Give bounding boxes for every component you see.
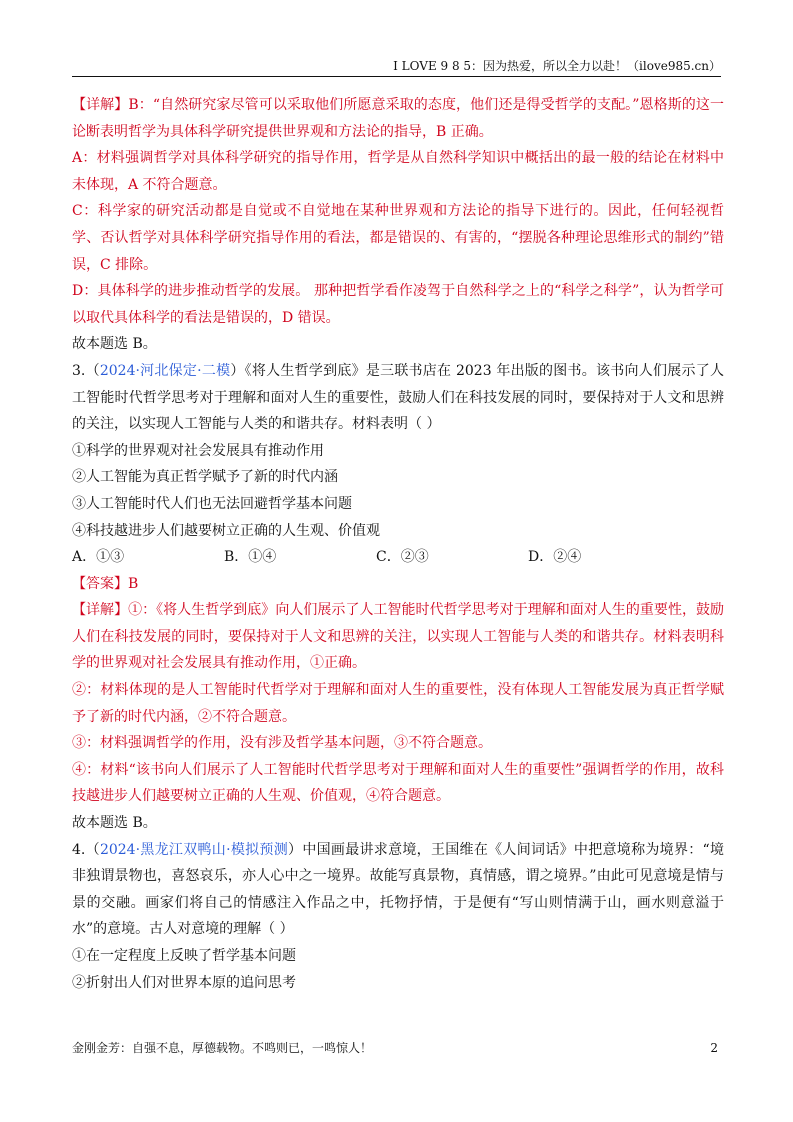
q3-explanation-3: ③：材料强调哲学的作用，没有涉及哲学基本问题，③不符合题意。 [72,735,492,752]
page-number: 2 [710,1041,718,1055]
q3-explanation-2: ②：材料体现的是人工智能时代哲学对于理解和面对人生的重要性，没有体现人工智能发展为真正哲学赋予了新的时代内涵，②不符合题意。 [72,682,724,725]
q4-stem: 4.（2024·黑龙江双鸭山·模拟预测）中国画最讲求意境，王国维在《人间词话》中把意境称为境界：“境非独谓景物也，喜怒哀乐，亦人心中之一境界。故能写真景物，真情感，谓之境界。”由此可见意境是情与景的交融。画家们将自己的情感注入作品之中，托物抒情，于是便有“写山则情满于山，画水则意溢于水”的意境。古人对意境的理解（ ） [72,841,725,938]
q2-explanation-d: D：具体科学的进步推动哲学的发展。 那种把哲学看作凌驾于自然科学之上的“科学之科学”，认为哲学可以取代具体科学的看法是错误的，D 错误。 [72,283,724,326]
page-header: I LOVE 9 8 5：因为热爱，所以全力以赴！（ilove985.cn） [393,59,721,73]
q2-explanation-b: 【详解】B：“自然研究家尽管可以采取他们所愿意采取的态度，他们还是得受哲学的支配。”恩格斯的这一论断表明哲学为具体科学研究提供世界观和方法论的指导，B 正确。 [72,97,724,140]
q3-option-a: A．①③ [72,549,125,566]
page-content [72,92,724,996]
footer-motto: 金刚金芳：自强不息，厚德载物。不鸣则已，一鸣惊人！ [72,1041,373,1055]
q3-options [72,544,724,571]
q3-item-1: ①科学的世界观对社会发展具有推动作用 [72,442,324,459]
q3-explanation-4: ④：材料“该书向人们展示了人工智能时代哲学思考对于理解和面对人生的重要性”强调哲学的作用，故科技越进步人们越要树立正确的人生观、价值观，④符合题意。 [72,761,724,805]
q3-option-c: C．②③ [376,549,429,566]
q2-conclusion: 故本题选 B。 [72,336,157,353]
q3-option-d: D．②④ [528,549,582,566]
q3-option-b: B．①④ [224,549,277,566]
header-divider [72,76,721,77]
q3-item-3: ③人工智能时代人们也无法回避哲学基本问题 [72,495,352,512]
q3-explanation-1: 【详解】①：《将人生哲学到底》向人们展示了人工智能时代哲学思考对于理解和面对人生的重要性，鼓励人们在科技发展的同时，要保持对于人文和思辨的关注，以实现人工智能与人类的和谐共存。材料表明科学的世界观对社会发展具有推动作用，①正确。 [72,602,725,672]
explanation-label: 【详解】 [72,97,129,113]
q2-explanation-a: A：材料强调哲学对具体科学研究的指导作用，哲学是从自然科学知识中概括出的最一般的结论在材料中未体现，A 不符合题意。 [72,150,724,193]
q4-source-link[interactable]: 2024·黑龙江双鸭山·模拟预测 [99,841,289,858]
q4-item-1: ①在一定程度上反映了哲学基本问题 [72,948,296,964]
q3-answer: 【答案】B [72,575,139,592]
q3-source-link[interactable]: 2024·河北保定·二模 [99,362,231,379]
q3-conclusion: 故本题选 B。 [72,815,157,832]
q3-stem: 3.（2024·河北保定·二模）《将人生哲学到底》是三联书店在 2023 年出版的图书。该书向人们展示了人工智能时代哲学思考对于理解和面对人生的重要性，鼓励人们在科技发展的同时，要保持对于人文和思辨的关注，以实现人工智能与人类的和谐共存。材料表明（ ） [72,362,725,433]
explanation-label: 【详解】 [72,602,129,619]
q3-item-2: ②人工智能为真正哲学赋予了新的时代内涵 [72,469,338,486]
q3-item-4: ④科技越进步人们越要树立正确的人生观、价值观 [72,522,380,539]
q2-explanation-c: C：科学家的研究活动都是自觉或不自觉地在某种世界观和方法论的指导下进行的。因此，任何轻视哲学、否认哲学对具体科学研究指导作用的看法，都是错误的、有害的，“摆脱各种理论思维形式的制约”错误，C 排除。 [72,203,724,273]
q4-item-2: ②折射出人们对世界本原的追问思考 [72,974,296,991]
